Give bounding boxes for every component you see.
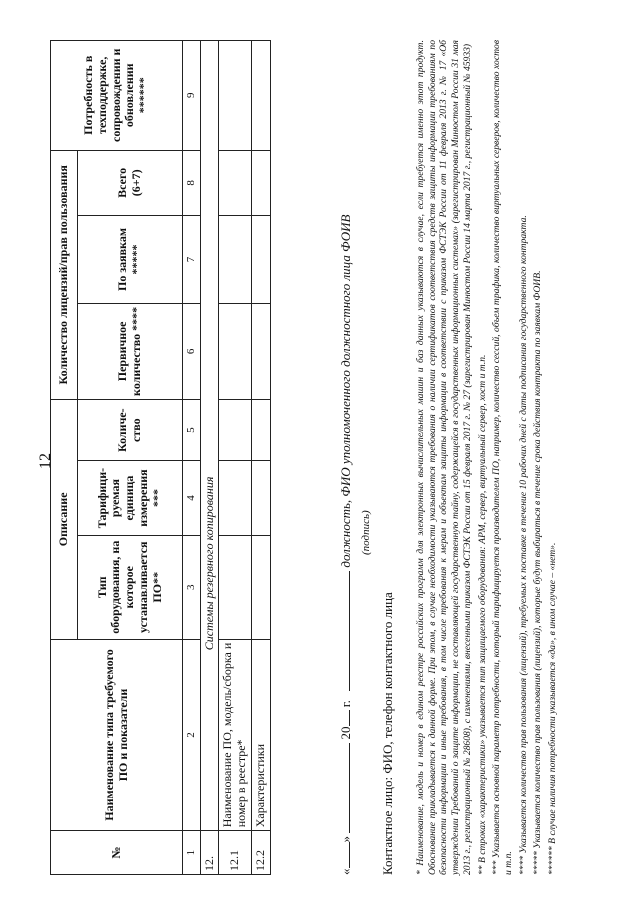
row-label: Характеристики: [252, 639, 271, 831]
header-name: Наименование типа требуемого ПО и показатели: [51, 639, 183, 831]
date-open-quote: «: [338, 868, 353, 875]
row-number: 12.1: [219, 831, 252, 875]
cell: [252, 400, 271, 461]
footnote: ** В строках «характеристики» указывается тип защищаемого оборудования: АРМ, сервер, виртуальный сервер, хост и т.п.: [476, 354, 488, 875]
header-row-1: [51, 41, 78, 875]
column-numbers-row: [183, 41, 201, 875]
table-row: [200, 41, 219, 875]
footnote: ***** Указывается количество прав пользования (лицензий), которые будут выбираться в течение срока действия контракта по заявкам ФОИВ.: [532, 270, 544, 875]
col-number: 8: [183, 150, 201, 216]
header-no: №: [51, 831, 183, 875]
header-description: Описание: [51, 400, 78, 640]
col-number: 6: [183, 303, 201, 399]
col-number: 1: [183, 831, 201, 875]
cell: [219, 150, 252, 216]
header-initial: Первичное количество ****: [78, 303, 183, 399]
col-number: 5: [183, 400, 201, 461]
section-title: Системы резервного копирования: [200, 41, 219, 831]
row-number: 12.: [200, 831, 219, 875]
header-total: Всего (6+7): [78, 150, 183, 216]
cell: [252, 150, 271, 216]
col-number: 4: [183, 461, 201, 535]
page-number: 12: [37, 453, 54, 469]
table-row: [219, 41, 252, 875]
cell: [219, 303, 252, 399]
header-need: Потребность в техподдержке, сопровождении и обновлении ******: [51, 41, 183, 151]
header-equipment: Тип оборудования, на которое устанавливается ПО**: [78, 535, 183, 639]
cell: [252, 303, 271, 399]
contact-person: Контактное лицо: ФИО, телефон контактного лица: [380, 592, 395, 875]
header-unit: Тарифици-руемая единица измерения ***: [78, 461, 183, 535]
col-number: 7: [183, 216, 201, 304]
rotated-page: [20, 25, 620, 885]
signature-label: (подпись): [360, 510, 372, 555]
year-suffix: г.: [338, 700, 353, 708]
footnote: *** Указывается основной параметр потребности, который тарифицируется производителем ПО, например, количество сессий, объем трафика, количество виртуальных серверов, количество хостов и т.п.: [491, 40, 514, 875]
col-number: 2: [183, 639, 201, 831]
year-prefix: 20: [338, 726, 353, 740]
footnote: **** Указывается количество прав пользования (лицензий), требуемых к поставке в течение 10 рабочих дней с даты подписания государственного контракта.: [517, 215, 529, 875]
date-close-quote: »: [338, 836, 353, 843]
cell: [219, 216, 252, 304]
col-number: 3: [183, 535, 201, 639]
footnote: * Наименование, модель и номер в едином реестре российских программ для электронных вычислительных машин и баз данных указываются в случае, если требуется именно этот продукт. Обоснование прикладывается к данной форме. При этом, в случае необходимости указываются требования о наличии сертификатов соответствия средств защиты информации требованиям по безопасности информации и иные требования, в том числе требования к мерам и объектам защиты информации в соответствии с приказом ФСТЭК России от 11 февраля 2013 г. № 17 «Об утверждении Требований о защите информации, не составляющей государственную тайну, содержащейся в государственных информационных системах» (зарегистрирован Минюстом России 31 мая 2013 г., регистрационный № 28608), с изменениями, внесенными приказом ФСТЭК России от 15 февраля 2017 г. № 27 (зарегистрирован Минюстом России 14 марта 2017 г., регистрационный № 45933): [415, 40, 473, 875]
cell: [252, 216, 271, 304]
row-label: Наименование ПО, модель/сборка и номер в реестре*: [219, 639, 252, 831]
footnotes: [415, 40, 562, 875]
software-requirements-table: [50, 40, 271, 875]
position-text: должность, ФИО уполномоченного должностного лица ФОИВ: [338, 214, 353, 568]
col-number: 9: [183, 41, 201, 151]
cell: [219, 461, 252, 535]
table-row: [252, 41, 271, 875]
footnote: ****** В случае наличия потребности указывается «да», в ином случае – «нет».: [547, 542, 559, 875]
header-licenses: Количество лицензий/прав пользования: [51, 150, 78, 400]
signature-line: [338, 40, 354, 875]
header-by-request: По заявкам *****: [78, 216, 183, 304]
row-number: 12.2: [252, 831, 271, 875]
cell: [252, 41, 271, 151]
cell: [219, 41, 252, 151]
cell: [219, 535, 252, 639]
cell: [252, 461, 271, 535]
cell: [219, 400, 252, 461]
header-quantity: Количе-ство: [78, 400, 183, 461]
cell: [252, 535, 271, 639]
